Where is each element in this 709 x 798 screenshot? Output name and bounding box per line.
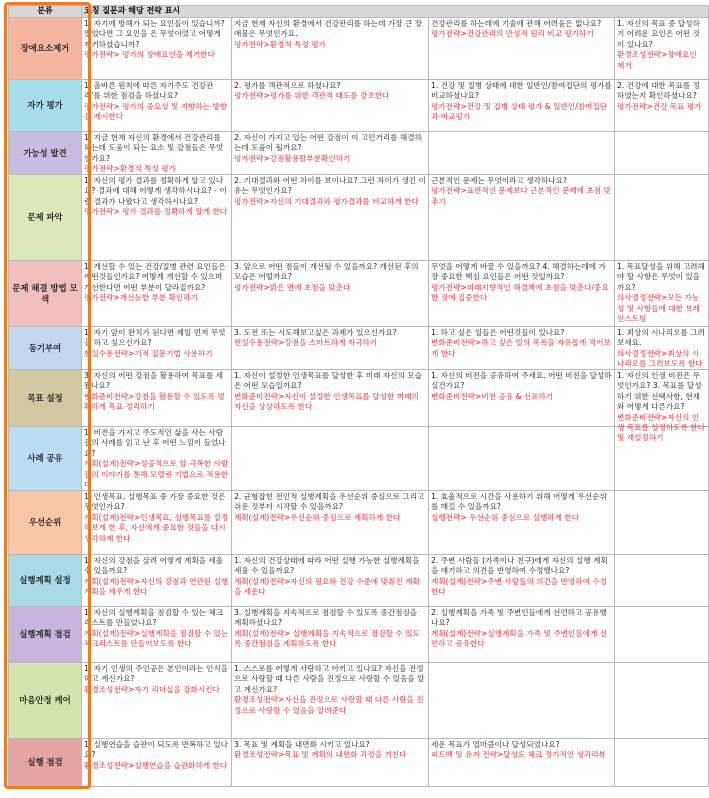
question-cell (82, 18, 232, 80)
strategy-label: 계획(설계)전략>자신의 강점과 연관된 실행계획을 세우게 한다 (84, 576, 229, 597)
coaching-question: 1. 효율적으로 시간을 사용하기 위해 어떻게 우선순위를 매길 수 있을까요? (431, 492, 607, 512)
strategy-label: 변화준비전략>자신의 인생 목표를 설정하도록 한다 및 재설정하기 (617, 412, 705, 443)
question-cell (82, 739, 232, 787)
question-cell (615, 370, 709, 443)
category-cell: 실행계획 설정 (9, 555, 82, 607)
coaching-question: 1. 최상의 시나리오를 그려보세요. (617, 328, 705, 348)
question-cell (82, 132, 232, 175)
coaching-question: 3. 목표 및 계획을 내면화 시키고 있나요? (234, 740, 370, 749)
strategy-label: 평가전략>밝은 면에 초점을 맞춘다 (234, 282, 351, 292)
strategy-label: 평가전략>건강 및 질병 상태 평가 & 일반인/참여집단과 비교평가 (431, 101, 608, 122)
table-row (9, 739, 709, 787)
category-cell: 장애요소제거 (9, 18, 82, 80)
question-cell (615, 491, 709, 555)
coaching-question: 1. 자기 앞이 완치가 된다면 제일 먼저 무엇을 하고 싶으신가요? (84, 328, 226, 348)
strategy-label: 계획(설계)전략>주변 사람들의 의견을 반영하여 수정한다 (431, 576, 607, 597)
strategy-label: 평가전략>건강관리의 만성적 원리 비교 평가하기 (431, 29, 594, 39)
strategy-label: 의사결정전략>모든 가능성 및 사항들에 대한 브레인스토밍 (617, 293, 701, 324)
question-cell (82, 175, 232, 261)
question-cell (429, 427, 615, 491)
coaching-question: 3. 앞으로 어떤 점들이 개선될 수 있을까요? 개선된 후의 모습은 어떨까요? (234, 262, 419, 282)
coaching-question: 2. 주변 사람들 (가족이나 친구)에게 자신의 실행 계획을 얘기하고 의견을 반영하여 수정했나요? (431, 556, 608, 576)
coaching-question: 지금 현재 자신의 환경에서 건강관리를 하는데 가장 큰 장애물은 무엇인가요. (234, 19, 423, 39)
coaching-question: 3. 도전 또는 시도해보고싶은 과제가 있으신가요? (234, 328, 397, 337)
coaching-question: 세운 목표가 얼마큼이나 달성되었나요? (431, 740, 560, 749)
coaching-question: 2. 실행계획을 가족 및 주변인들에게 선언하고 공유했나요? (431, 608, 607, 628)
table-row (9, 370, 709, 427)
strategy-label: 평가전략>환경적 특성 평가 (84, 164, 176, 174)
question-cell (82, 80, 232, 132)
question-cell (615, 175, 709, 261)
coaching-question: 1. 자신의 실행계획을 점검할 수 있는 체크리스트를 만들었나요? (84, 608, 224, 628)
question-cell (615, 18, 709, 80)
category-header: 분류 (9, 6, 82, 18)
question-cell (232, 327, 429, 370)
coaching-question: 3. 자신의 어떤 강점을 활용하여 목표를 세웠나요? (84, 371, 224, 391)
coaching-question: 1. 실행연습을 습관이 되도록 반복하고 있나요? (84, 740, 229, 760)
coaching-question: 3. 실행계획을 지속적으로 점검할 수 있도록 중간점검을 계획하셨나요? (234, 608, 418, 628)
category-cell: 사례 공유 (9, 427, 82, 491)
category-cell: 문제 파악 (9, 175, 82, 261)
coaching-question: 1. 자신의 평가 결과를 정확하게 알고 있나요? 결과에 대해 어떻게 생각하시나요? - 이런 결과가 나왔다고 생각하시나요? (84, 176, 227, 206)
strategy-label: 평가전략>미래지향적인 해결책에 초점을 맞춘다/중요한 것에 집중한다 (431, 282, 609, 303)
strategy-label: 평가전략>강점활용할부분확인하기 (234, 153, 351, 163)
question-cell (615, 555, 709, 607)
coaching-question: 1. 자기에 방해가 되는 요인들이 있습니까? 있었다면 그 요인을 은 무엇이었고 어떻게 제거하셨습니까? (84, 19, 225, 49)
coaching-question: 1. 자신이 설정한 인생목표를 달성한 후 미래 자신의 모습은 어떤 모습일까요? (234, 371, 422, 391)
table-row (9, 427, 709, 491)
coaching-question: 1. 자기 인생의 주인공은 본인이라는 인식을 하고 계신가요? (84, 664, 229, 684)
coaching-question: 2. 기대결과와 어떤 차이를 보이나요? 그런 차이가 생긴 이유는 무엇인가요? (234, 176, 426, 196)
category-cell: 목표 설정 (9, 370, 82, 427)
question-cell (232, 739, 429, 787)
question-cell (82, 370, 232, 427)
question-cell (429, 327, 615, 370)
coaching-question: 2. 평가를 객관적으로 하셨나요? (234, 81, 341, 90)
strategy-label: 의사결정전략>최상의 시나리오를 그려보도록 한다 (617, 348, 703, 369)
category-cell: 우선순위 (9, 491, 82, 555)
coaching-question: 2. 균형잡힌 전인적 실행계획을 우선순위 중심으로 그리고 쉬운 것부터 시작할 수 있을까요? (234, 492, 425, 512)
coaching-question: 근본적인 문제는 무엇이라고 생각하나요? (431, 176, 567, 185)
category-cell: 문제 해결 방법 모색 (9, 261, 82, 327)
question-cell (232, 663, 429, 739)
table-row (9, 175, 709, 261)
question-cell (232, 18, 429, 80)
question-cell (82, 427, 232, 491)
strategy-label: 현실수용전략>기적 질문기법 사용하기 (84, 348, 213, 358)
question-cell (615, 663, 709, 739)
coaching-strategy-table (8, 5, 709, 787)
coaching-question: 1. 스스로를 어떻게 사랑하고 아끼고 있나요? 자신을 진정으로 사랑할 때 다른 사람을 진정으로 사랑할 수 있음을 알고 계신가요? (234, 664, 425, 694)
question-cell (615, 132, 709, 175)
strategy-label: 환경조성전략>장애요인 제거 (617, 50, 697, 70)
strategy-label: 평가전략> 평가의 중요성 및 지향하는 방향을 제시한다 (84, 101, 228, 122)
strategy-label: 환경조성전략>목표 및 계획의 내면화 과정을 거친다 (234, 750, 407, 760)
strategy-label: 평가전략>표면적인 문제보다 근본적인 문제에 초점 맞추기 (431, 186, 611, 206)
strategy-label: 현실수용전략>강점을 스마트하게 자극하기 (234, 338, 378, 348)
question-cell (232, 607, 429, 663)
strategy-label: 피드백 및 유지 전략>달성도 체크 정기적인 성과리뷰 (431, 750, 606, 760)
table-row (9, 261, 709, 327)
strategy-label: 계획(설계)전략>자신의 필요와 건강 수준에 맞춰진 계획을 세운다 (234, 576, 420, 597)
coaching-question: 1. 인생목표, 실행목표 중 가장 중요한 것은 무엇인가요? (84, 492, 226, 512)
category-cell: 가능성 발견 (9, 132, 82, 175)
table-row (9, 80, 709, 132)
question-cell (429, 555, 615, 607)
strategy-label: 평가전략>환경적 특성 평가 (234, 39, 326, 49)
question-cell (82, 607, 232, 663)
coaching-question: 1. 자신의 강점을 살려 어떻게 계획을 세울 수 있을까요? (84, 556, 224, 576)
coaching-question: 무엇을 어떻게 바꿀 수 있을까요? 4. 해결하는데에 가장 중요한 핵심 요인들은 어떤 것일까요? (431, 262, 606, 282)
coaching-question: 건강관리를 하는데에 기술에 관해 어려움은 없나요? (431, 19, 602, 28)
strategy-label: 평가전략>개선능한 부분 확인하기 (84, 293, 198, 303)
strategy-label: 환경조성전략>자신을 진정으로 사랑할 때 다른 사람을 진정으로 사랑할 수 있음을 알려준다 (234, 695, 424, 715)
strategy-label: 계획(설계)전략>실행계획을 점검할 수 있는 체크리스트를 만들어보도록 한다 (84, 628, 229, 649)
question-cell (615, 80, 709, 132)
question-cell (232, 370, 429, 427)
question-cell (232, 491, 429, 555)
strategy-label: 평가전략>건강 목표 평가 (617, 101, 702, 111)
question-cell (429, 491, 615, 555)
question-cell (429, 132, 615, 175)
coaching-question: 2. 자신이 가지고 있는 어떤 강점이 이 고민거리를 해결하는데 도움이 될까요? (234, 133, 422, 153)
coaching-question: 1. 하고 싶은 일들은 어떤것들이 있나요? (431, 328, 565, 337)
question-cell (82, 663, 232, 739)
strategy-label: 평가전략>평가를 위한 객관적 태도를 강조한다 (234, 91, 390, 101)
strategy-label: 변화준비전략>강점을 활용할 수 있도록 명확하게 목표 정리하기 (84, 391, 225, 412)
question-cell (232, 80, 429, 132)
coaching-question: 2. 건강에 대한 목표를 정하였는지 확인하셨나요? (617, 81, 700, 101)
strategy-label: 평가전략> 평가의 장애요인을 제거한다 (84, 50, 215, 60)
question-cell (429, 18, 615, 80)
question-cell (232, 175, 429, 261)
strategy-label: 변화준비전략>비전 공유 & 선포하기 (431, 391, 554, 401)
category-cell: 동기부여 (9, 327, 82, 370)
question-cell (232, 132, 429, 175)
coaching-question: 1. 목표달성을 위해 고려해야 할 사항은 무엇이 있을까요? (617, 262, 705, 292)
question-cell (615, 607, 709, 663)
strategy-label: 실행전략> 우선순위 중심으로 실행하게 한다 (431, 512, 580, 522)
question-cell (429, 607, 615, 663)
table-row (9, 491, 709, 555)
coaching-question: 1. 자신의 인생 비전은 무엇인가요? 3. 목표를 달성하기 위한 선택사항, 현재와 어떻게 다른가요? (617, 371, 702, 412)
strategy-label: 계획(설계)전략>실행계획을 가족 및 주변인들에게 선언하고 공유한다 (431, 628, 607, 649)
coaching-question: 1. 올바른 원칙에 따른 자기주도 건강관리'를 위한 점검을 하셨나요? (84, 81, 214, 101)
question-cell (82, 555, 232, 607)
coaching-question: 1. 비전을 가지고 주도적인 삶을 사는 사람들의 사례를 읽고 난 후 어떤 느낌이 들었나요? (84, 428, 226, 458)
category-cell: 실행계획 점검 (9, 607, 82, 663)
coaching-question: 1. 건강 및 질병 상태에 대한 일반인/참여집단의 평가를 비교하셨나요? (431, 81, 612, 101)
coaching-question: 1. 자신의 목표 중 달성하기 어려운 요인은 어떤 것이 있나요? (617, 19, 701, 49)
question-cell (429, 261, 615, 327)
table-row (9, 607, 709, 663)
table-row (9, 555, 709, 607)
category-cell: 실행 점검 (9, 739, 82, 787)
question-cell (82, 327, 232, 370)
strategy-label: 계획(설계)전략>우선순위 중심으로 계획하게 한다 (234, 512, 401, 522)
coaching-question: 1. 자신의 비전을 공유하여 주세요. 어떤 비전을 달성하실건가요? (431, 371, 612, 391)
question-cell (615, 739, 709, 787)
strategy-label: 계획(설계)전략>성공적으로 암 극복한 사람들의 이야기를 통해 모델링 기법으로 적용한다 (84, 459, 229, 490)
strategy-label: 계획(설계)전략>인생목표, 실행목표를 설정해보게 한 후, 자신에게 중요한 것들을 다시 생각하게 한다 (84, 512, 229, 543)
coaching-question: 1. 자신의 건강상태에 따라 어떤 실행 가능한 실행계획을 세울 수 있을까요? (234, 556, 420, 576)
question-cell (429, 175, 615, 261)
table-header-row (9, 6, 709, 18)
strategy-label: 환경조성전략>자기 리더십을 강화시킨다 (84, 684, 220, 694)
question-cell (429, 370, 615, 427)
question-cell (429, 739, 615, 787)
table-row (9, 327, 709, 370)
question-cell (82, 261, 232, 327)
question-cell (429, 80, 615, 132)
question-cell (615, 327, 709, 370)
question-cell (429, 663, 615, 739)
category-column-highlight-frame (4, 2, 91, 789)
question-cell (82, 491, 232, 555)
coaching-question: 1. 개선할 수 있는 건강/질병 관련 요인들은 어떤것들인가요? 어떻게 개선할 수 있으며 개선한다면 어떤 부분이 달라질까요? (84, 262, 226, 292)
questions-header: 코칭 질문과 해당 전략 표시 (82, 6, 709, 18)
question-cell (232, 427, 429, 491)
strategy-label: 변화준비전략>하고 싶은 일의 목록을 자유롭게 적어보게 한다 (431, 338, 611, 358)
strategy-label: 평가전략>자신의 기대결과와 평가결과를 비교하게 한다 (234, 196, 419, 206)
category-cell: 마음안정 케어 (9, 663, 82, 739)
table-row (9, 132, 709, 175)
table-row (9, 18, 709, 80)
coaching-question: 1. 지금 현재 자신의 환경에서 건강관리를 하는데 도움이 되는 요소 및 강점들은 무엇인가요? (84, 133, 224, 163)
strategy-label: 평가전략> 평가 결과를 정확하게 알게 한다 (84, 207, 228, 217)
strategy-label: 계획(설계)전략> 실행계획을 지속적으로 점검할 수 있도록 중간점검을 계획하도록 한다 (234, 628, 420, 649)
question-cell (615, 261, 709, 327)
table-row (9, 663, 709, 739)
category-cell: 자가 평가 (9, 80, 82, 132)
strategy-label: 변화준비전략>자신이 설정한 인생목표를 달성한 미래의 자신을 상상하도록 한다 (234, 391, 419, 412)
question-cell (232, 261, 429, 327)
question-cell (232, 555, 429, 607)
strategy-label: 환경조성전략>실행연습을 습관화하게 한다 (84, 760, 228, 770)
